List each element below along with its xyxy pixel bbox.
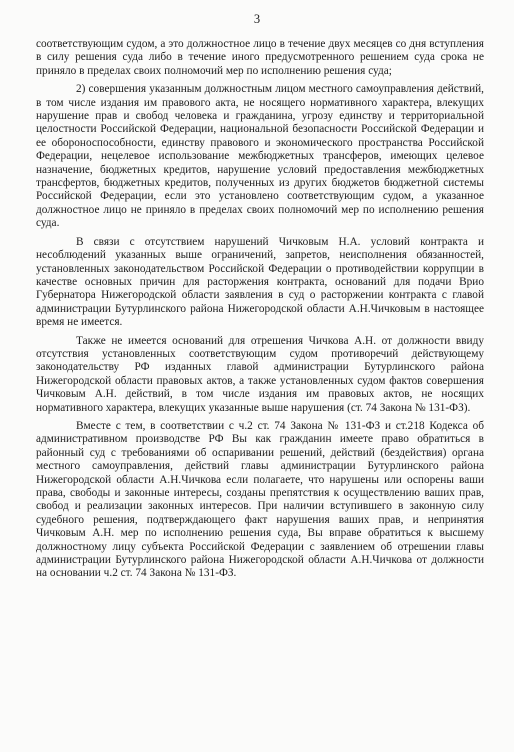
paragraph-no-grounds-termination: В связи с отсутствием нарушений Чичковым Н.А. условий контракта и несоблюдений указанных выше ограничений, запретов, неисполнения обязанностей, установленных законодательством Российской Федерации о противодействии коррупции в качестве основных причин для расторжения контракта, оснований для подачи Врио Губернатора Нижегородской области заявления в суд о расторжении контракта с главой администрации Бутурлинского района Нижегородской области А.Н.Чичковым в настоящее время не имеется.	[36, 235, 484, 329]
paragraph-right-to-appeal: Вместе с тем, в соответствии с ч.2 ст. 74 Закона № 131-ФЗ и ст.218 Кодекса об административном производстве РФ Вы как гражданин имеете право обратиться в районный суд с требованиями об оспаривании решений, действий (бездействия) органа местного самоуправления, действий главы администрации Бутурлинского района Нижегородской области А.Н.Чичкова если полагаете, что нарушены или оспорены ваши права, свободы и законные интересы, созданы препятствия к осуществлению ваших прав, свобод и реализации законных интересов. При наличии вступившего в законную силу судебного решения, подтверждающего факт нарушения ваших прав, и непринятия Чичковым А.Н. мер по исполнению решения суда, Вы вправе обратиться к высшему должностному лицу субъекта Российской Федерации с заявлением об отрешении главы администрации Бутурлинского района Нижегородской области А.Н.Чичкова от должности на основании ч.2 ст. 74 Закона № 131-ФЗ.	[36, 419, 484, 580]
paragraph-no-grounds-removal: Также не имеется оснований для отрешения Чичкова А.Н. от должности ввиду отсутствия установленных соответствующим судом противоречий действующему законодательству РФ изданных главой администрации Бутурлинского района Нижегородской области правовых актов, а также установленных судом фактов совершения Чичковым А.Н. действий, в том числе издания им правовых актов, не носящих нормативного характера, влекущих указанные выше нарушения (ст. 74 Закона № 131-ФЗ).	[36, 334, 484, 414]
paragraph-violation-actions: 2) совершения указанным должностным лицом местного самоуправления действий, в том числе издания им правового акта, не носящего нормативного характера, влекущих нарушение прав и свобод человека и гражданина, угрозу единству и территориальной целостности Российской Федерации, национальной безопасности Российской Федерации и ее обороноспособности, единству правового и экономического пространства Российской Федерации, нецелевое использование межбюджетных трансферов, имеющих целевое назначение, бюджетных кредитов, нарушение условий предоставления межбюджетных трансфертов, бюджетных кредитов, полученных из других бюджетов бюджетной системы Российской Федерации, если это установлено соответствующим судом, а указанное должностное лицо не приняло в пределах своих полномочий мер по исполнению решения суда.	[36, 83, 484, 230]
paragraph-continuation: соответствующим судом, а это должностное лицо в течение двух месяцев со дня вступления в силу решения суда либо в течение иного предусмотренного решением суда срока не приняло в пределах своих полномочий мер по исполнению решения суда;	[36, 38, 484, 77]
document-body	[36, 38, 484, 586]
page-number: 3	[253, 12, 261, 26]
